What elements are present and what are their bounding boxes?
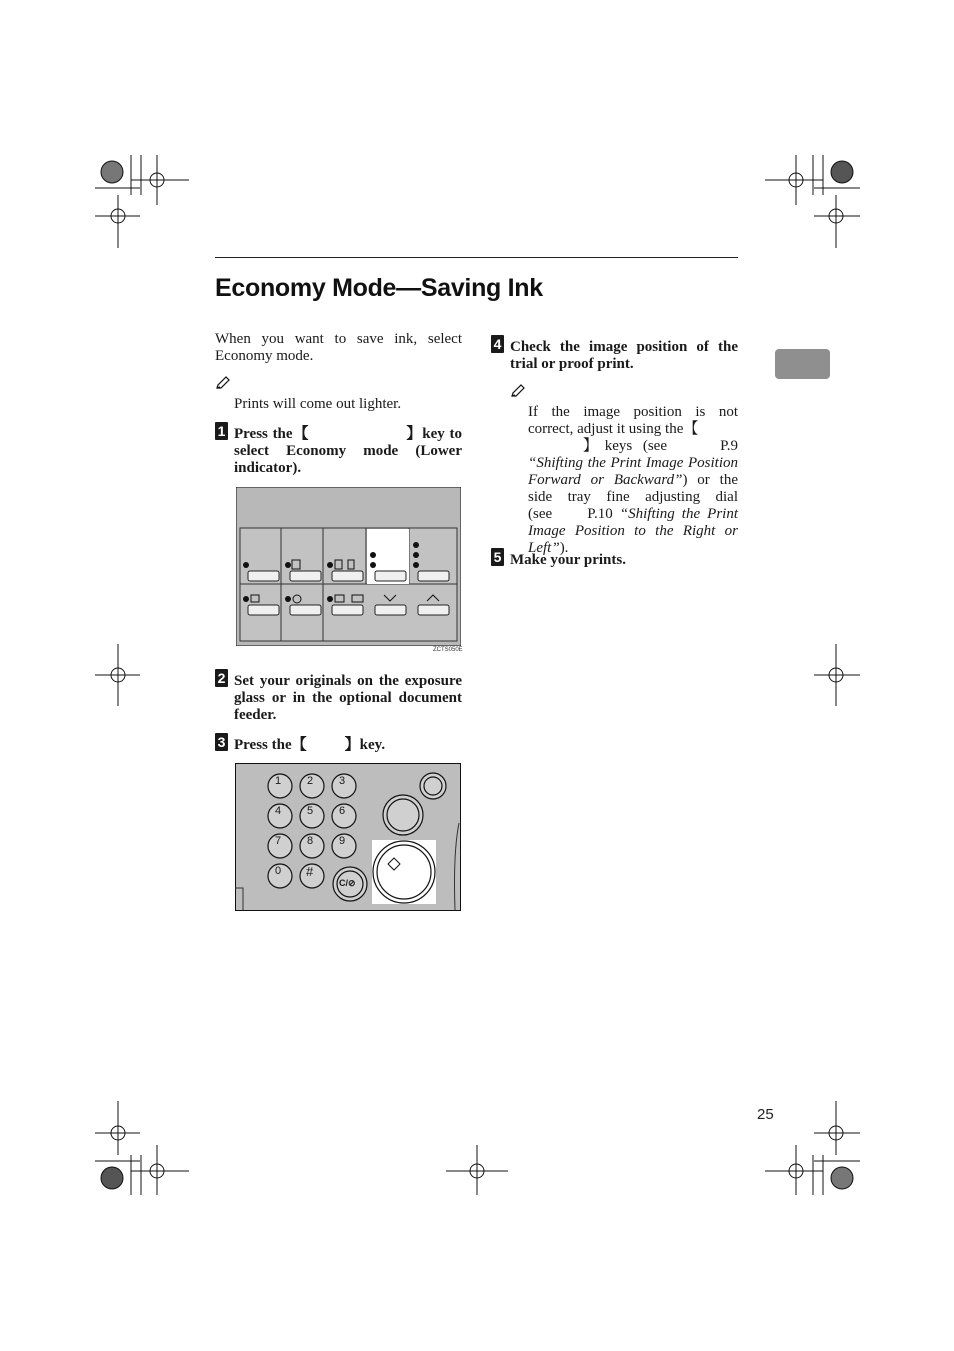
header-rule [215,257,738,258]
step4-text: Check the image position of the trial or proof print. [510,339,738,372]
step-number: 1 [215,422,228,440]
chapter-tab [775,349,830,379]
keypad-key-0[interactable]: 0 [275,865,282,877]
keypad-key-9[interactable]: 9 [339,835,346,847]
keypad-key-2[interactable]: 2 [307,775,314,787]
figure1-caption: ZCTS050E [433,647,463,653]
keypad-key-6[interactable]: 6 [339,805,346,817]
note-line-a: If the image position is not correct, adjust it using the【 [528,404,738,437]
step1-text-b: 】key to select Economy mode (Lower indicator). [234,426,462,476]
step1-text [234,426,462,477]
page-number: 25 [757,1106,774,1123]
step-number: 4 [491,335,504,353]
keypad-key-3[interactable]: 3 [339,775,346,787]
step5-text: Make your prints. [510,552,626,568]
note-pencil-icon [215,376,231,390]
note-line-d: ). [559,540,569,556]
step3-text-a: Press the【 [234,737,307,753]
keypad-key-4[interactable]: 4 [275,805,282,817]
step1-text-a: Press the【 [234,426,310,442]
page-title: Economy Mode—Saving Ink [215,274,543,302]
note-line-b: 】keys (see [576,438,667,454]
clear-stop-key[interactable]: C/⊘ [339,878,356,888]
note-ref2-page[interactable]: P.10 [587,506,613,522]
step2-text: Set your originals on the exposure glass or in the optional document feeder. [234,673,462,723]
intro-paragraph: When you want to save ink, select Economy mode. [215,331,462,364]
step3-text [234,737,462,754]
note-ref1-title[interactable]: “Shifting the Print Image Position Forward or Backward” [528,455,738,488]
step-number: 2 [215,669,228,687]
step3-text-b: 】key. [344,737,386,753]
note-text: Prints will come out lighter. [234,396,402,412]
keypad-key-hash[interactable]: # [306,864,314,879]
step-number: 3 [215,733,228,751]
note-ref2-title[interactable]: “Shifting the Print Image Position to the Right or Left” [528,506,738,556]
keypad-key-8[interactable]: 8 [307,835,314,847]
keypad-key-5[interactable]: 5 [307,805,314,817]
step4-note [528,404,738,557]
step-number: 5 [491,548,504,566]
keypad-key-1[interactable]: 1 [275,775,282,787]
note-line-c: ) or the side tray fine adjusting dial (see [528,472,738,522]
keypad-key-7[interactable]: 7 [275,835,282,847]
keypad-figure [235,763,461,911]
note-pencil-icon [510,384,526,398]
note-ref1-page[interactable]: P.9 [720,438,738,454]
control-panel-figure [236,487,461,646]
